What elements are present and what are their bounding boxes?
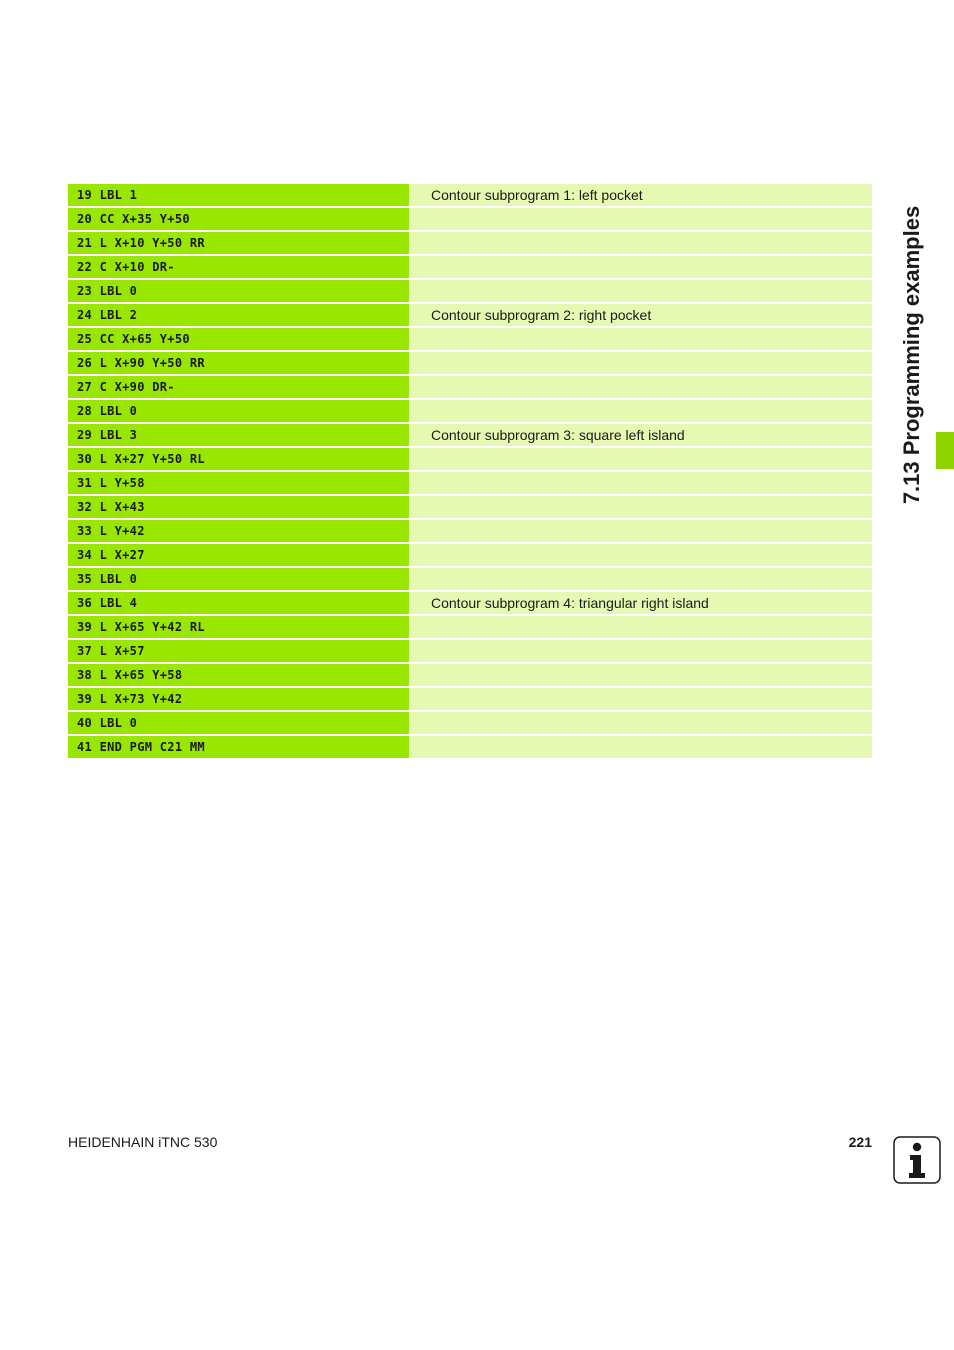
table-row — [68, 568, 872, 590]
comment-cell: Contour subprogram 2: right pocket — [409, 304, 872, 326]
code-cell: 24 LBL 2 — [68, 304, 409, 326]
code-cell: 37 L X+57 — [68, 640, 409, 662]
table-row — [68, 616, 872, 638]
code-cell: 40 LBL 0 — [68, 712, 409, 734]
code-cell: 22 C X+10 DR- — [68, 256, 409, 278]
table-row — [68, 208, 872, 230]
comment-cell — [409, 640, 872, 662]
comment-cell — [409, 496, 872, 518]
table-row — [68, 664, 872, 686]
code-cell: 23 LBL 0 — [68, 280, 409, 302]
code-cell: 36 LBL 4 — [68, 592, 409, 614]
comment-cell — [409, 376, 872, 398]
code-cell: 21 L X+10 Y+50 RR — [68, 232, 409, 254]
table-row — [68, 376, 872, 398]
footer-product-name: HEIDENHAIN iTNC 530 — [68, 1134, 218, 1150]
table-row — [68, 448, 872, 470]
table-row — [68, 496, 872, 518]
table-row — [68, 736, 872, 758]
table-row — [68, 400, 872, 422]
code-cell: 25 CC X+65 Y+50 — [68, 328, 409, 350]
table-row — [68, 280, 872, 302]
code-cell: 32 L X+43 — [68, 496, 409, 518]
table-row — [68, 184, 872, 206]
code-cell: 31 L Y+58 — [68, 472, 409, 494]
table-row — [68, 520, 872, 542]
comment-cell — [409, 256, 872, 278]
comment-cell: Contour subprogram 4: triangular right island — [409, 592, 872, 614]
table-row — [68, 304, 872, 326]
comment-cell — [409, 664, 872, 686]
comment-cell — [409, 520, 872, 542]
table-row — [68, 352, 872, 374]
code-cell: 39 L X+73 Y+42 — [68, 688, 409, 710]
chapter-tab-marker — [936, 432, 954, 469]
code-cell: 27 C X+90 DR- — [68, 376, 409, 398]
comment-cell — [409, 328, 872, 350]
program-listing — [68, 184, 872, 760]
comment-cell — [409, 712, 872, 734]
table-row — [68, 256, 872, 278]
comment-cell — [409, 208, 872, 230]
code-cell: 19 LBL 1 — [68, 184, 409, 206]
code-cell: 29 LBL 3 — [68, 424, 409, 446]
code-cell: 28 LBL 0 — [68, 400, 409, 422]
comment-cell — [409, 736, 872, 758]
table-row — [68, 328, 872, 350]
code-cell: 20 CC X+35 Y+50 — [68, 208, 409, 230]
code-cell: 26 L X+90 Y+50 RR — [68, 352, 409, 374]
comment-cell — [409, 544, 872, 566]
table-row — [68, 688, 872, 710]
table-row — [68, 640, 872, 662]
info-icon — [893, 1136, 941, 1184]
comment-cell — [409, 568, 872, 590]
table-row — [68, 592, 872, 614]
page-number: 221 — [848, 1134, 872, 1150]
comment-cell: Contour subprogram 3: square left island — [409, 424, 872, 446]
table-row — [68, 424, 872, 446]
code-cell: 33 L Y+42 — [68, 520, 409, 542]
table-row — [68, 232, 872, 254]
comment-cell — [409, 352, 872, 374]
code-cell: 30 L X+27 Y+50 RL — [68, 448, 409, 470]
comment-cell — [409, 688, 872, 710]
comment-cell — [409, 400, 872, 422]
code-cell: 35 LBL 0 — [68, 568, 409, 590]
comment-cell — [409, 616, 872, 638]
comment-cell: Contour subprogram 1: left pocket — [409, 184, 872, 206]
code-cell: 39 L X+65 Y+42 RL — [68, 616, 409, 638]
table-row — [68, 544, 872, 566]
comment-cell — [409, 448, 872, 470]
comment-cell — [409, 472, 872, 494]
section-title — [892, 184, 932, 526]
comment-cell — [409, 232, 872, 254]
section-title-text: 7.13 Programming examples — [899, 205, 925, 505]
code-cell: 34 L X+27 — [68, 544, 409, 566]
comment-cell — [409, 280, 872, 302]
code-cell: 38 L X+65 Y+58 — [68, 664, 409, 686]
table-row — [68, 712, 872, 734]
table-row — [68, 472, 872, 494]
code-cell: 41 END PGM C21 MM — [68, 736, 409, 758]
